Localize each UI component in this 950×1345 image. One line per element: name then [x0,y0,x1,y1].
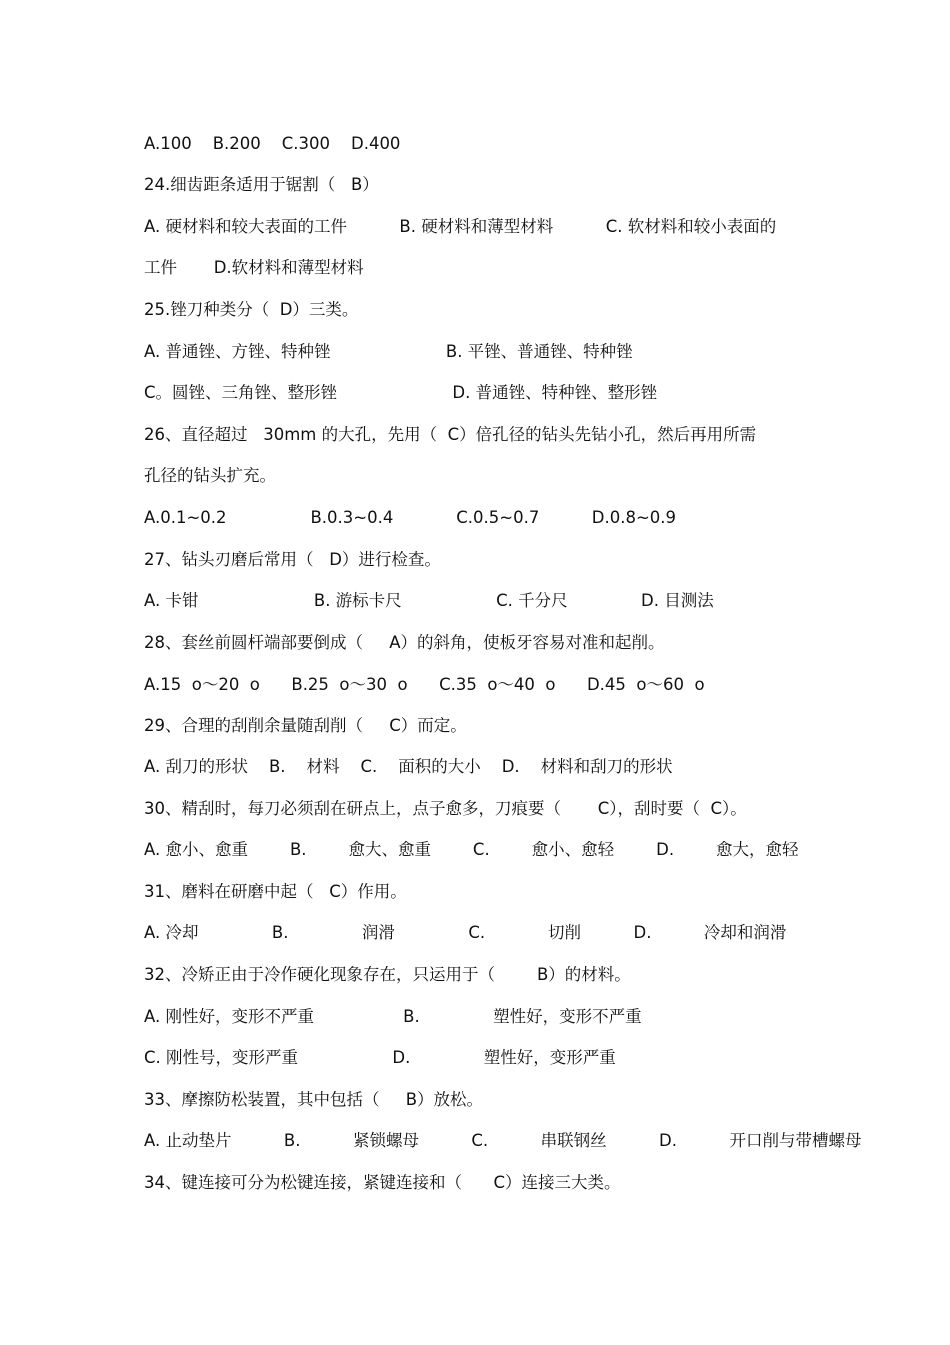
question-31: 31、磨料在研磨中起（ C）作用。 [144,882,407,901]
options-27: A. 卡钳 B. 游标卡尺 C. 千分尺 D. 目测法 [144,591,714,610]
options-33: A. 止动垫片 B. 紧锁螺母 C. 串联钢丝 D. 开口削与带槽螺母 [144,1131,862,1150]
text-line: A.100 B.200 C.300 D.400 [144,134,401,153]
question-24: 24.细齿距条适用于锯割（ B） [144,175,379,194]
options-25-ab: A. 普通锉、方锉、特种锉 B. 平锉、普通锉、特种锉 [144,342,633,361]
question-34: 34、键连接可分为松键连接，紧键连接和（ C）连接三大类。 [144,1173,621,1192]
options-28: A.15 o～20 o B.25 o～30 o C.35 o～40 o D.45 o～60 o [144,675,705,694]
options-32-cd: C. 刚性号，变形严重 D. 塑性好，变形严重 [144,1048,616,1067]
options-30: A. 愈小、愈重 B. 愈大、愈重 C. 愈小、愈轻 D. 愈大，愈轻 [144,840,799,859]
options-26: A.0.1~0.2 B.0.3~0.4 C.0.5~0.7 D.0.8~0.9 [144,508,677,527]
question-32: 32、冷矫正由于冷作硬化现象存在，只运用于（ B）的材料。 [144,965,631,984]
question-27: 27、钻头刃磨后常用（ D）进行检查。 [144,550,441,569]
question-26: 26、直径超过 30mm 的大孔，先用（ C）倍孔径的钻头先钻小孔，然后再用所需 [144,425,757,444]
options-24: A. 硬材料和较大表面的工件 B. 硬材料和薄型材料 C. 软材料和较小表面的 [144,217,777,236]
question-28: 28、套丝前圆杆端部要倒成（ A）的斜角，使板牙容易对准和起削。 [144,633,665,652]
question-26-cont: 孔径的钻头扩充。 [144,466,276,485]
options-32-ab: A. 刚性好，变形不严重 B. 塑性好，变形不严重 [144,1007,642,1026]
question-29: 29、合理的刮削余量随刮削（ C）而定。 [144,716,467,735]
question-33: 33、摩擦防松装置，其中包括（ B）放松。 [144,1090,484,1109]
options-25-cd: C。圆锉、三角锉、整形锉 D. 普通锉、特种锉、整形锉 [144,383,658,402]
question-30: 30、精刮时，每刀必须刮在研点上，点子愈多，刀痕要（ C），刮时要（ C）。 [144,799,747,818]
options-29: A. 刮刀的形状 B. 材料 C. 面积的大小 D. 材料和刮刀的形状 [144,757,673,776]
options-31: A. 冷却 B. 润滑 C. 切削 D. 冷却和润滑 [144,923,787,942]
question-25: 25.锉刀种类分（ D）三类。 [144,300,359,319]
options-24-cont: 工件 D.软材料和薄型材料 [144,258,364,277]
